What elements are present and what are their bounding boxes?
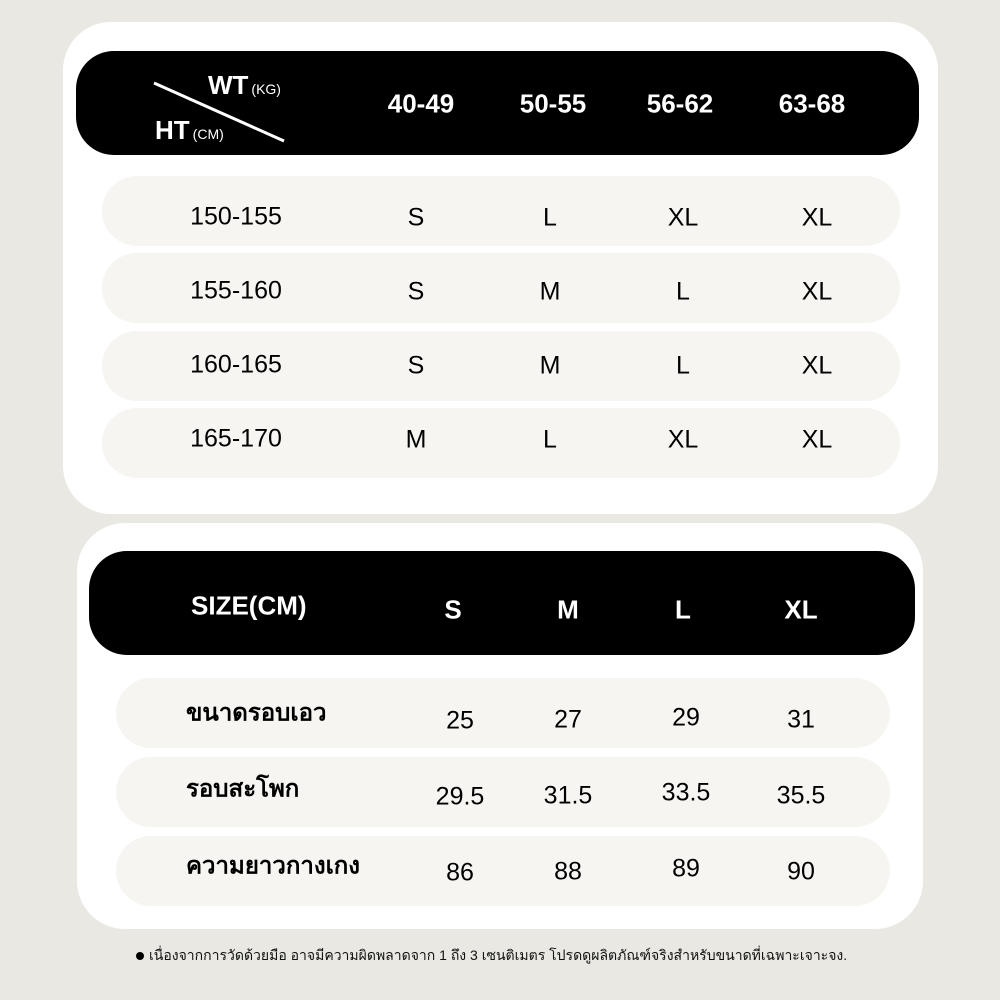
size-col-header: S	[444, 594, 462, 625]
measurement-value: 86	[446, 858, 474, 887]
size-cell: M	[405, 425, 427, 454]
size-cell: XL	[801, 425, 833, 454]
size-cell: XL	[801, 351, 833, 380]
weight-col-header: 50-55	[519, 88, 587, 119]
size-cell: XL	[667, 203, 699, 232]
size-cell: XL	[667, 425, 699, 454]
size-cell: S	[407, 351, 425, 380]
size-cell: L	[676, 351, 690, 380]
measurement-value: 35.5	[776, 781, 826, 810]
measurement-value: 25	[446, 706, 474, 735]
measurement-value: 89	[672, 854, 700, 883]
measurement-label: รอบสะโพก	[186, 775, 300, 803]
size-cell: L	[676, 277, 690, 306]
measurement-value: 88	[554, 857, 582, 886]
size-cell: M	[539, 351, 561, 380]
size-cell: XL	[801, 203, 833, 232]
measurement-value: 29.5	[435, 782, 485, 811]
bullet-dot-icon	[136, 952, 144, 960]
weight-col-header: 63-68	[778, 88, 846, 119]
measurement-footnote	[136, 945, 847, 967]
footnote-text: เนื่องจากการวัดด้วยมือ อาจมีความผิดพลาดจาก 1 ถึง 3 เซนติเมตร โปรดดูผลิตภัณฑ์จริงสำหรับขนาดที่เฉพาะเจาะจง.	[149, 947, 848, 963]
height-range-label: 155-160	[190, 276, 282, 305]
size-col-header: XL	[784, 594, 818, 625]
measurement-value: 33.5	[661, 778, 711, 807]
size-cell: L	[543, 203, 557, 232]
height-range-label: 165-170	[190, 424, 282, 453]
measurement-value: 27	[554, 705, 582, 734]
weight-col-header: 56-62	[646, 88, 714, 119]
size-cell: S	[407, 277, 425, 306]
weight-col-header: 40-49	[387, 88, 455, 119]
size-cell: L	[543, 425, 557, 454]
size-cell: XL	[801, 277, 833, 306]
size-cell: S	[407, 203, 425, 232]
measurement-value: 31.5	[543, 781, 593, 810]
height-axis-label: HT (CM)	[155, 115, 224, 145]
size-col-header: M	[557, 594, 579, 625]
size-cell: M	[539, 277, 561, 306]
height-range-label: 160-165	[190, 350, 282, 379]
weight-axis-label: WT (KG)	[208, 70, 281, 100]
measurement-value: 90	[787, 857, 815, 886]
size-unit-header: SIZE(CM)	[191, 590, 307, 621]
height-range-label: 150-155	[190, 202, 282, 231]
size-col-header: L	[675, 594, 691, 625]
measurement-value: 31	[787, 705, 815, 734]
measurement-label: ขนาดรอบเอว	[186, 699, 327, 727]
measurement-label: ความยาวกางเกง	[186, 852, 361, 880]
measurement-value: 29	[672, 703, 700, 732]
